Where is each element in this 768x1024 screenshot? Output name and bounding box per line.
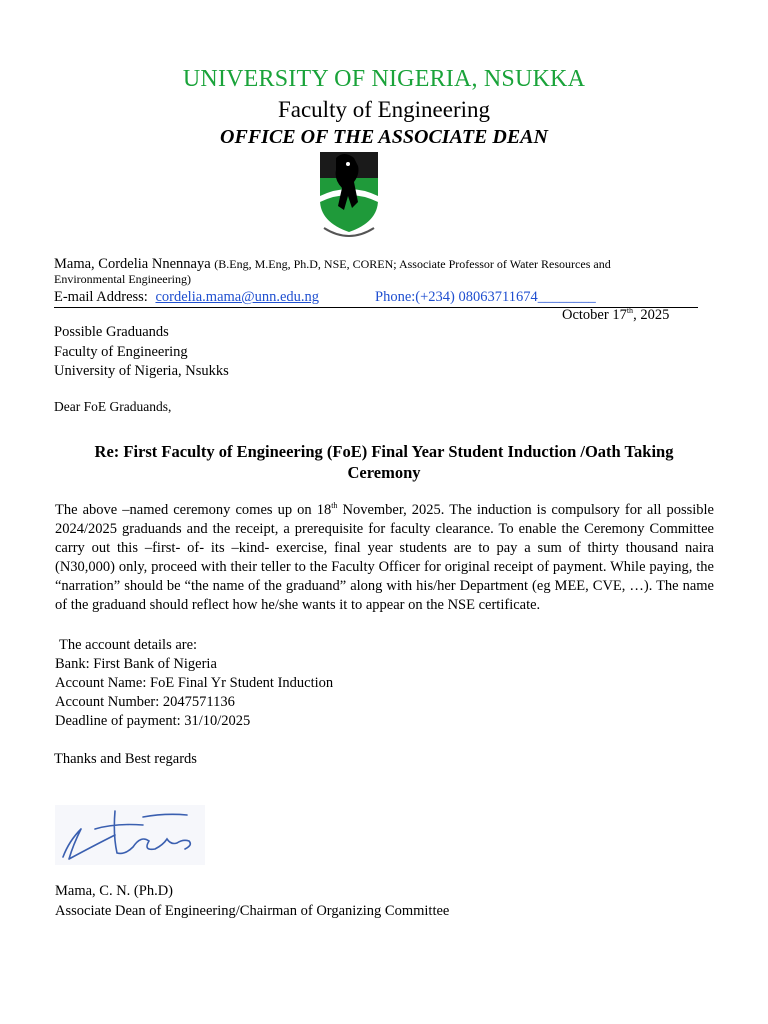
- account-bank: Bank: First Bank of Nigeria: [55, 656, 217, 672]
- recipient-line-2: Faculty of Engineering: [54, 344, 188, 360]
- university-name: UNIVERSITY OF NIGERIA, NSUKKA: [182, 66, 586, 92]
- payment-deadline: Deadline of payment: 31/10/2025: [55, 713, 251, 729]
- account-number: Account Number: 2047571136: [55, 694, 235, 710]
- sender-credentials: (B.Eng, M.Eng, Ph.D, NSE, COREN; Associate Professor of Water Resources and: [214, 257, 611, 271]
- university-crest-logo: [318, 152, 380, 240]
- body-paragraph: The above –named ceremony comes up on 18th November, 2025. The induction is compulsory for all possible 2024/2025 graduands and the receipt, a prerequisite for faculty clearance. To enable the Ceremony Committee carry out this –first- of- its –kind- exercise, final year students are to pay a sum of thirty thousand naira (N30,000) only, proceed with their teller to the Faculty Officer for original receipt of payment. While paying, the “narration” should be “the name of the graduand” along with his/her Department (eg MEE, CVE, …). The name of the graduand should reflect how he/she wants it to appear on the NSE certificate.: [55, 501, 714, 613]
- recipient-line-3: University of Nigeria, Nsukks: [54, 363, 229, 379]
- signatory-name: Mama, C. N. (Ph.D): [55, 883, 174, 899]
- phone-number: Phone:(+234) 08063711674________: [375, 289, 596, 305]
- recipient-line-1: Possible Graduands: [54, 324, 169, 340]
- closing-remark: Thanks and Best regards: [54, 751, 197, 767]
- letter-subject: Re: First Faculty of Engineering (FoE) Final Year Student Induction /Oath Taking Ceremony: [94, 442, 674, 482]
- email-label: E-mail Address:: [54, 289, 148, 305]
- account-name: Account Name: FoE Final Yr Student Induction: [55, 675, 334, 691]
- sender-name-line: [54, 255, 611, 273]
- faculty-name: Faculty of Engineering: [277, 97, 491, 122]
- account-intro: The account details are:: [59, 637, 198, 653]
- contact-line: [54, 288, 319, 306]
- signatory-title: Associate Dean of Engineering/Chairman of Organizing Committee: [55, 903, 450, 919]
- handwritten-signature: [55, 805, 205, 865]
- letter-date: October 17th, 2025: [562, 306, 670, 323]
- office-title: OFFICE OF THE ASSOCIATE DEAN: [220, 126, 548, 148]
- email-link[interactable]: cordelia.mama@unn.edu.ng: [155, 289, 320, 305]
- sender-name: Mama, Cordelia Nnennaya: [54, 256, 211, 272]
- salutation: Dear FoE Graduands,: [54, 399, 172, 414]
- sender-credentials-cont: Environmental Engineering): [54, 272, 191, 286]
